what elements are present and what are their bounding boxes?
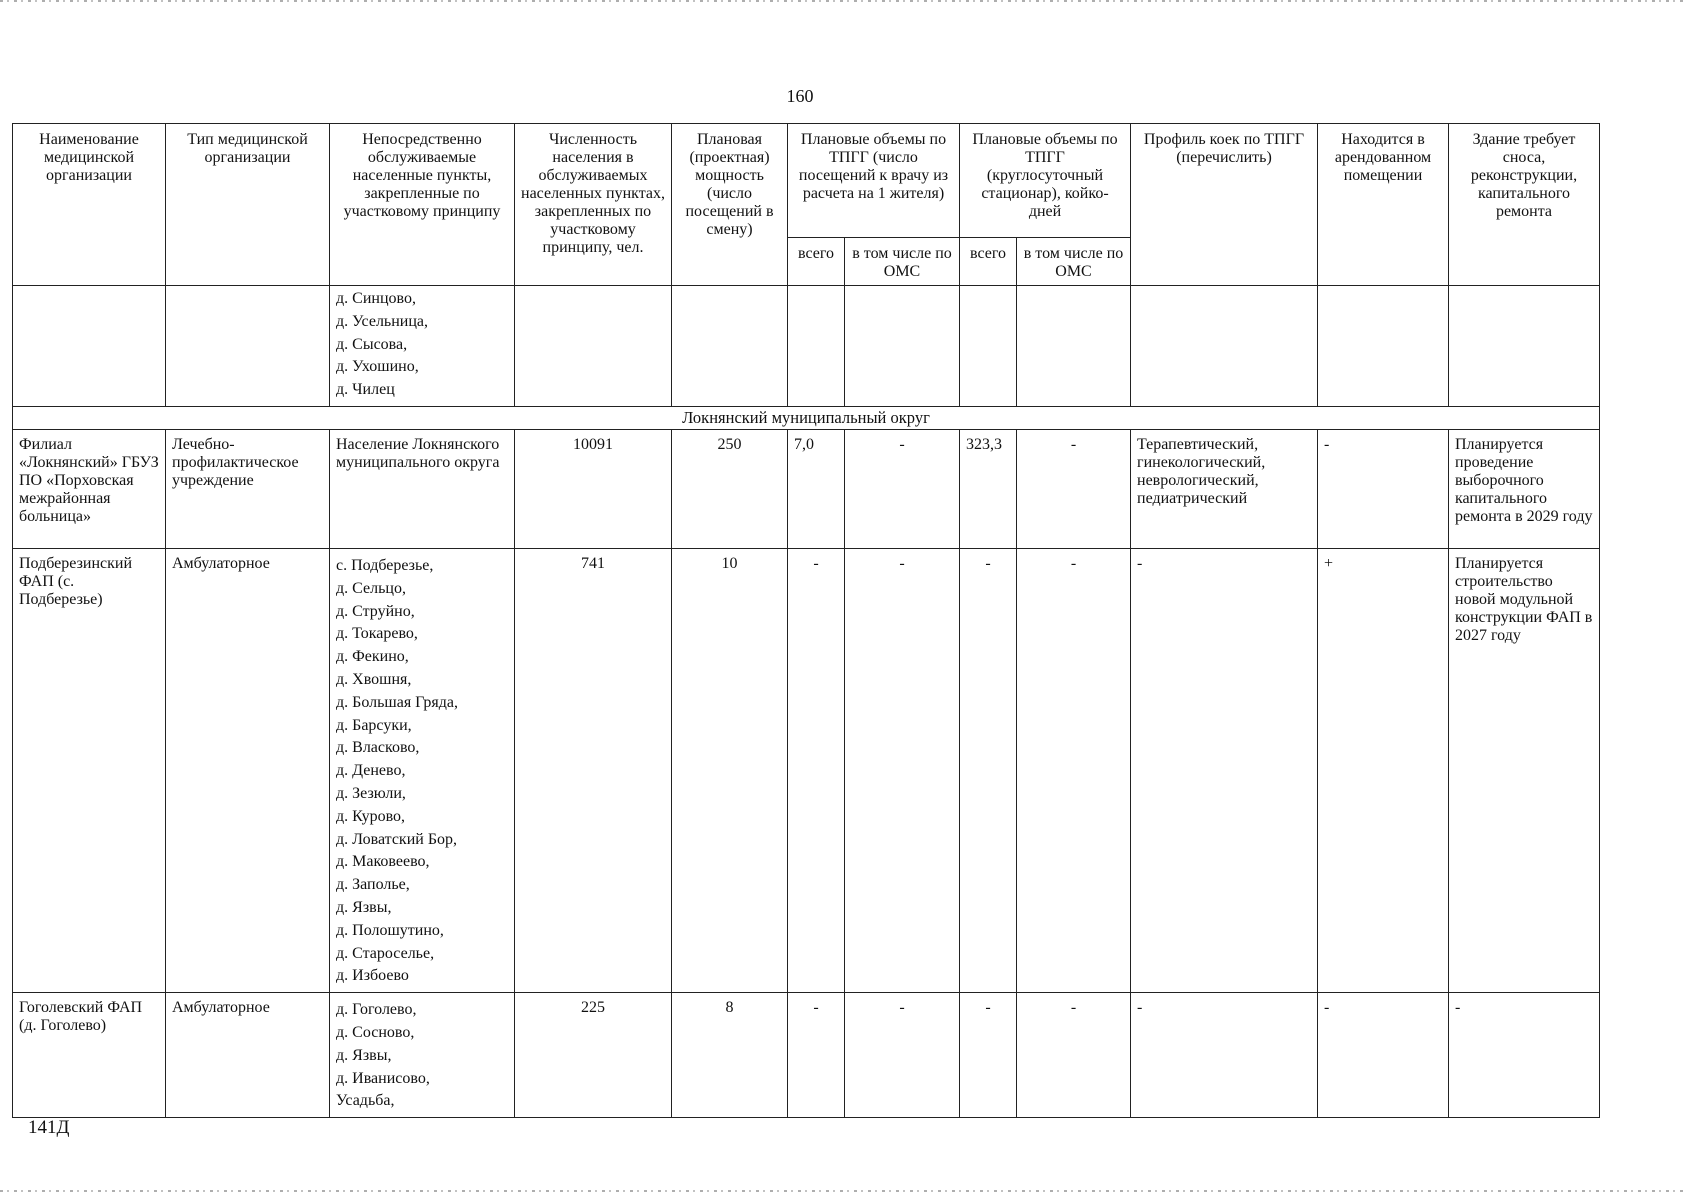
settlement-item: д. Ловатский Бор, (336, 830, 457, 848)
scan-edge-bottom (0, 1190, 1686, 1192)
document-code: 141Д (28, 1117, 70, 1138)
leased-value: - (1318, 993, 1449, 1118)
settlement-item: д. Язвы, (336, 898, 392, 916)
settlement-item: д. Струйно, (336, 602, 415, 620)
cell-empty (845, 286, 960, 407)
district-row (13, 406, 1600, 429)
beds-profile: - (1131, 993, 1318, 1118)
cell-empty (960, 286, 1017, 407)
org-type: Лечебно-профилактическое учреждение (166, 429, 330, 548)
visits-oms-value: - (845, 548, 960, 992)
header-beds-oms: в том числе по ОМС (1017, 238, 1131, 286)
leased-value: - (1318, 429, 1449, 548)
visits-total-value: - (788, 548, 845, 992)
table-row (13, 548, 1600, 992)
beds-profile: Терапевтический, гинекологический, неврологический, педиатрический (1131, 429, 1318, 548)
settlements-list (330, 993, 515, 1118)
header-type: Тип медицинской организации (166, 124, 330, 286)
capacity-value: 8 (672, 993, 788, 1118)
settlement-item: д. Большая Гряда, (336, 693, 459, 711)
settlement-item: д. Власково, (336, 739, 420, 757)
header-row-main (13, 124, 1600, 238)
header-beds: Плановые объемы по ТПГГ (круглосуточный стационар), койко-дней (960, 124, 1131, 238)
population-value: 741 (515, 548, 672, 992)
org-name: Гоголевский ФАП (д. Гоголево) (13, 993, 166, 1118)
settlement-item: д. Маковеево, (336, 853, 430, 871)
beds-oms-value: - (1017, 429, 1131, 548)
cell-empty (1017, 286, 1131, 407)
population-value: 10091 (515, 429, 672, 548)
settlement-item: д. Староселье, (336, 944, 435, 962)
cell-empty (1131, 286, 1318, 407)
org-name: Подберезинский ФАП (с. Подберезье) (13, 548, 166, 992)
table-row (13, 993, 1600, 1118)
settlement-item: д. Язвы, (336, 1046, 392, 1064)
settlement-item: д. Полошутино, (336, 921, 444, 939)
beds-profile: - (1131, 548, 1318, 992)
settlement-item: д. Сысова, (336, 335, 408, 353)
settlement-item: д. Сельцо, (336, 579, 406, 597)
leased-value: + (1318, 548, 1449, 992)
table-row (13, 429, 1600, 548)
header-beds-total: всего (960, 238, 1017, 286)
settlement-item: д. Фекино, (336, 648, 409, 666)
capacity-value: 10 (672, 548, 788, 992)
settlements-list: Население Локнянского муниципального округа (330, 429, 515, 548)
header-visits-total: всего (788, 238, 845, 286)
settlement-item: д. Сосново, (336, 1023, 415, 1041)
beds-total-value: - (960, 993, 1017, 1118)
page-number: 160 (786, 86, 814, 106)
settlement-item: д. Гоголево, (336, 1001, 417, 1019)
header-population: Численность населения в обслуживаемых населенных пунктах, закрепленных по участковому принципу, чел. (515, 124, 672, 286)
settlement-item: д. Чилец (336, 381, 395, 399)
scan-edge-top (0, 0, 1686, 2)
medical-organizations-table (12, 123, 1600, 1118)
beds-total-value: 323,3 (960, 429, 1017, 548)
settlements-list (330, 548, 515, 992)
settlement-item: д. Токарево, (336, 625, 418, 643)
visits-total-value: 7,0 (788, 429, 845, 548)
beds-oms-value: - (1017, 548, 1131, 992)
cell-empty (1449, 286, 1600, 407)
cell-empty (1318, 286, 1449, 407)
settlement-item: д. Усельница, (336, 312, 429, 330)
header-visits: Плановые объемы по ТПГГ (число посещений к врачу из расчета на 1 жителя) (788, 124, 960, 238)
settlement-item: д. Денево, (336, 762, 406, 780)
beds-total-value: - (960, 548, 1017, 992)
cell-empty (13, 286, 166, 407)
cell-empty (672, 286, 788, 407)
settlement-item: д. Избоево (336, 967, 409, 985)
settlement-item: с. Подберезье, (336, 556, 434, 574)
continuation-row (13, 286, 1600, 407)
district-name: Локнянский муниципальный округ (13, 406, 1600, 429)
header-leased: Находится в арендованном помещении (1318, 124, 1449, 286)
settlement-item: д. Иванисово, (336, 1069, 430, 1087)
building-status: Планируется проведение выборочного капитального ремонта в 2029 году (1449, 429, 1600, 548)
cell-empty (788, 286, 845, 407)
settlement-item: д. Барсуки, (336, 716, 412, 734)
visits-oms-value: - (845, 429, 960, 548)
visits-total-value: - (788, 993, 845, 1118)
header-settlements: Непосредственно обслуживаемые населенные пункты, закрепленные по участковому принципу (330, 124, 515, 286)
cell-empty (515, 286, 672, 407)
capacity-value: 250 (672, 429, 788, 548)
settlement-item: д. Синцово, (336, 290, 416, 307)
settlement-item: д. Курово, (336, 807, 406, 825)
header-name: Наименование медицинской организации (13, 124, 166, 286)
org-type: Амбулаторное (166, 993, 330, 1118)
header-capacity: Плановая (проектная) мощность (число посещений в смену) (672, 124, 788, 286)
org-name: Филиал «Локнянский» ГБУЗ ПО «Порховская межрайонная больница» (13, 429, 166, 548)
population-value: 225 (515, 993, 672, 1118)
settlement-item: Усадьба, (336, 1092, 395, 1110)
header-building: Здание требует сноса, реконструкции, капитального ремонта (1449, 124, 1600, 286)
settlement-item: д. Зезюли, (336, 784, 406, 802)
building-status: Планируется строительство новой модульной конструкции ФАП в 2027 году (1449, 548, 1600, 992)
header-profile: Профиль коек по ТПГГ (перечислить) (1131, 124, 1318, 286)
settlement-item: д. Заполье, (336, 876, 410, 894)
cell-empty (166, 286, 330, 407)
header-visits-oms: в том числе по ОМС (845, 238, 960, 286)
beds-oms-value: - (1017, 993, 1131, 1118)
settlement-item: д. Хвошня, (336, 670, 412, 688)
visits-oms-value: - (845, 993, 960, 1118)
org-type: Амбулаторное (166, 548, 330, 992)
settlement-item: д. Ухошино, (336, 358, 419, 376)
building-status: - (1449, 993, 1600, 1118)
settlements-list (330, 286, 515, 407)
